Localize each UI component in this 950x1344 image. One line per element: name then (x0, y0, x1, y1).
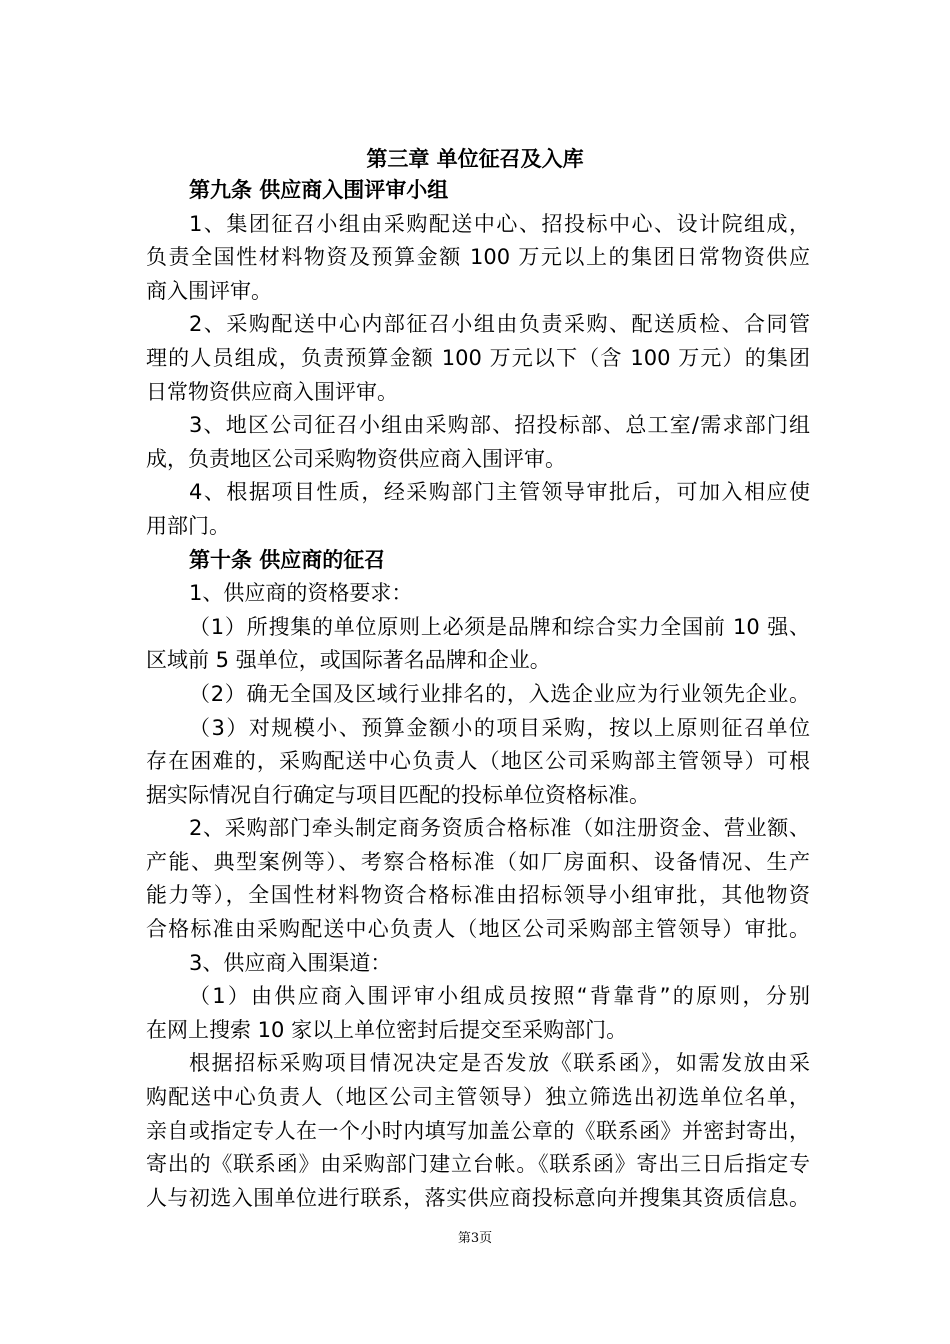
text-line: （1）所搜集的单位原则上必须是品牌和综合实力全国前 10 强、 (189, 614, 810, 639)
text-line: 存在困难的，采购配送中心负责人（地区公司采购部主管领导）可根 (146, 749, 810, 774)
text-line: 据实际情况自行确定与项目匹配的投标单位资格标准。 (146, 782, 650, 807)
text-line: （1）由供应商入围评审小组成员按照“背靠背”的原则，分别 (189, 984, 810, 1009)
text-line: 负责全国性材料物资及预算金额 100 万元以上的集团日常物资供应 (146, 245, 810, 270)
section-heading: 第十条 供应商的征召 (189, 547, 386, 572)
text-line: 购配送中心负责人（地区公司主管领导）独立筛选出初选单位名单， (146, 1085, 810, 1110)
text-line: 2、采购部门牵头制定商务资质合格标准（如注册资金、营业额、 (189, 816, 810, 841)
document-body (146, 174, 810, 1215)
text-line: 人与初选入围单位进行联系，落实供应商投标意向并搜集其资质信息。 (146, 1185, 810, 1210)
text-line: 合格标准由采购配送中心负责人（地区公司采购部主管领导）审批。 (146, 917, 810, 942)
text-line: 成，负责地区公司采购物资供应商入围评审。 (146, 446, 566, 471)
text-line: 1、供应商的资格要求： (189, 581, 413, 606)
text-line: （3）对规模小、预算金额小的项目采购，按以上原则征召单位 (189, 715, 810, 740)
text-line: 3、地区公司征召小组由采购部、招投标部、总工室/需求部门组 (189, 413, 810, 438)
text-line: 商入围评审。 (146, 278, 272, 303)
text-line: 区域前 5 强单位，或国际著名品牌和企业。 (146, 648, 551, 673)
section-heading: 第九条 供应商入围评审小组 (189, 178, 449, 202)
text-line: 亲自或指定专人在一个小时内填写加盖公章的《联系函》并密封寄出， (146, 1118, 810, 1143)
text-line: 能力等），全国性材料物资合格标准由招标领导小组审批，其他物资 (146, 883, 810, 908)
text-line: 在网上搜索 10 家以上单位密封后提交至采购部门。 (146, 1017, 628, 1042)
page-number: 第3页 (457, 1231, 493, 1246)
text-line: 日常物资供应商入围评审。 (146, 379, 398, 404)
text-line: 3、供应商入围渠道： (189, 950, 392, 975)
text-line: 1、集团征召小组由采购配送中心、招投标中心、设计院组成， (189, 211, 810, 236)
text-line: （2）确无全国及区域行业排名的，入选企业应为行业领先企业。 (189, 681, 810, 706)
text-line: 产能、典型案例等）、考察合格标准（如厂房面积、设备情况、生产 (146, 849, 810, 874)
text-line: 4、根据项目性质，经采购部门主管领导审批后，可加入相应使 (189, 480, 810, 505)
chapter-title: 第三章 单位征召及入库 (366, 147, 584, 171)
text-line: 2、采购配送中心内部征召小组由负责采购、配送质检、合同管 (189, 312, 810, 337)
text-line: 寄出的《联系函》由采购部门建立台帐。《联系函》寄出三日后指定专 (146, 1152, 810, 1177)
text-line: 根据招标采购项目情况决定是否发放《联系函》，如需发放由采 (189, 1051, 810, 1076)
text-line: 用部门。 (146, 513, 230, 538)
text-line: 理的人员组成，负责预算金额 100 万元以下（含 100 万元）的集团 (146, 345, 810, 370)
